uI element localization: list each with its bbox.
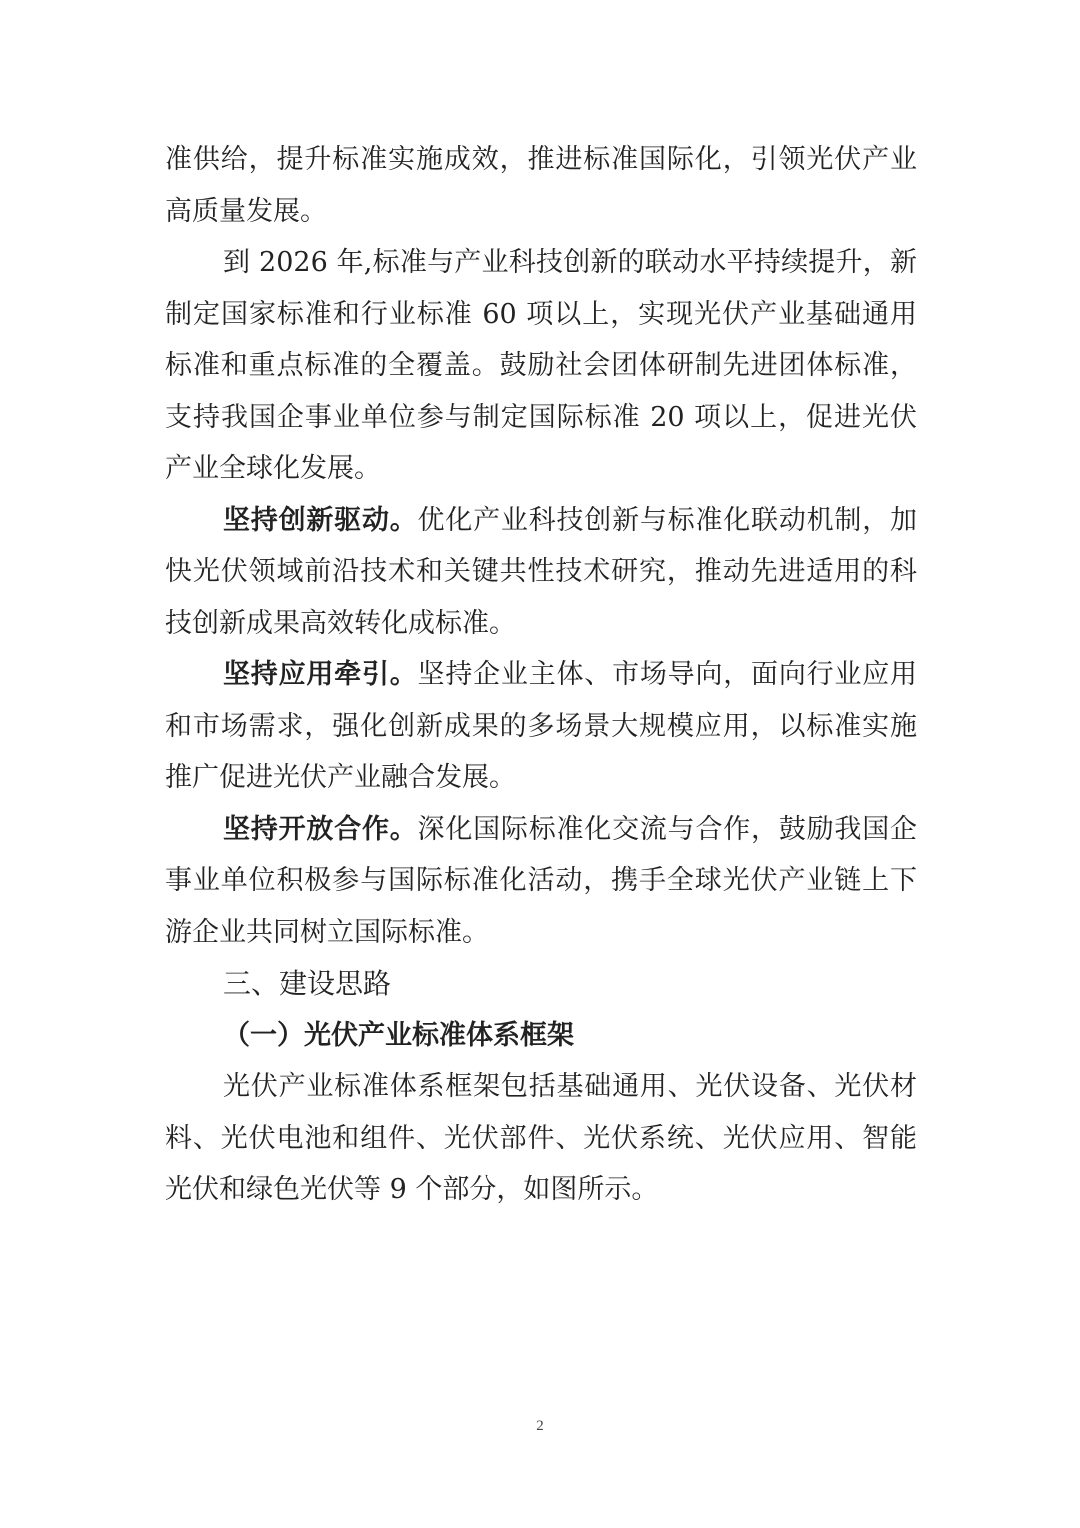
document-body	[165, 134, 917, 1216]
principle-lead-cooperation: 坚持开放合作。	[223, 813, 418, 845]
paragraph-2026-targets: 到 2026 年,标准与产业科技创新的联动水平持续提升，新制定国家标准和行业标准 60 项以上，实现光伏产业基础通用标准和重点标准的全覆盖。鼓励社会团体研制先进团体标准，支持我国企事业单位参与制定国际标准 20 项以上，促进光伏产业全球化发展。	[165, 247, 917, 484]
principle-lead-application: 坚持应用牵引。	[223, 659, 418, 690]
paragraph-innovation-driven	[165, 495, 917, 650]
principle-text-innovation: 优化产业科技创新与标准化联动机制，加快光伏领域前沿技术和关键共性技术研究，推动先进适用的科技创新成果高效转化成标准。	[165, 504, 918, 639]
paragraph-application-led	[165, 649, 917, 804]
principle-lead-innovation: 坚持创新驱动。	[223, 504, 418, 536]
paragraph-open-cooperation	[165, 804, 917, 959]
principle-text-application: 坚持企业主体、市场导向，面向行业应用和市场需求，强化创新成果的多场景大规模应用，以标准实施推广促进光伏产业融合发展。	[165, 659, 918, 793]
page-number: 2	[536, 1418, 544, 1434]
paragraph-framework: 光伏产业标准体系框架包括基础通用、光伏设备、光伏材料、光伏电池和组件、光伏部件、光伏系统、光伏应用、智能光伏和绿色光伏等 9 个部分，如图所示。	[165, 1071, 917, 1205]
principle-text-cooperation: 深化国际标准化交流与合作，鼓励我国企事业单位积极参与国际标准化活动，携手全球光伏产业链上下游企业共同树立国际标准。	[165, 813, 918, 948]
paragraph-continuation: 准供给，提升标准实施成效，推进标准国际化，引领光伏产业高质量发展。	[165, 144, 917, 227]
subsection-heading: （一）光伏产业标准体系框架	[223, 1019, 574, 1051]
section-heading: 三、建设思路	[223, 967, 392, 1000]
